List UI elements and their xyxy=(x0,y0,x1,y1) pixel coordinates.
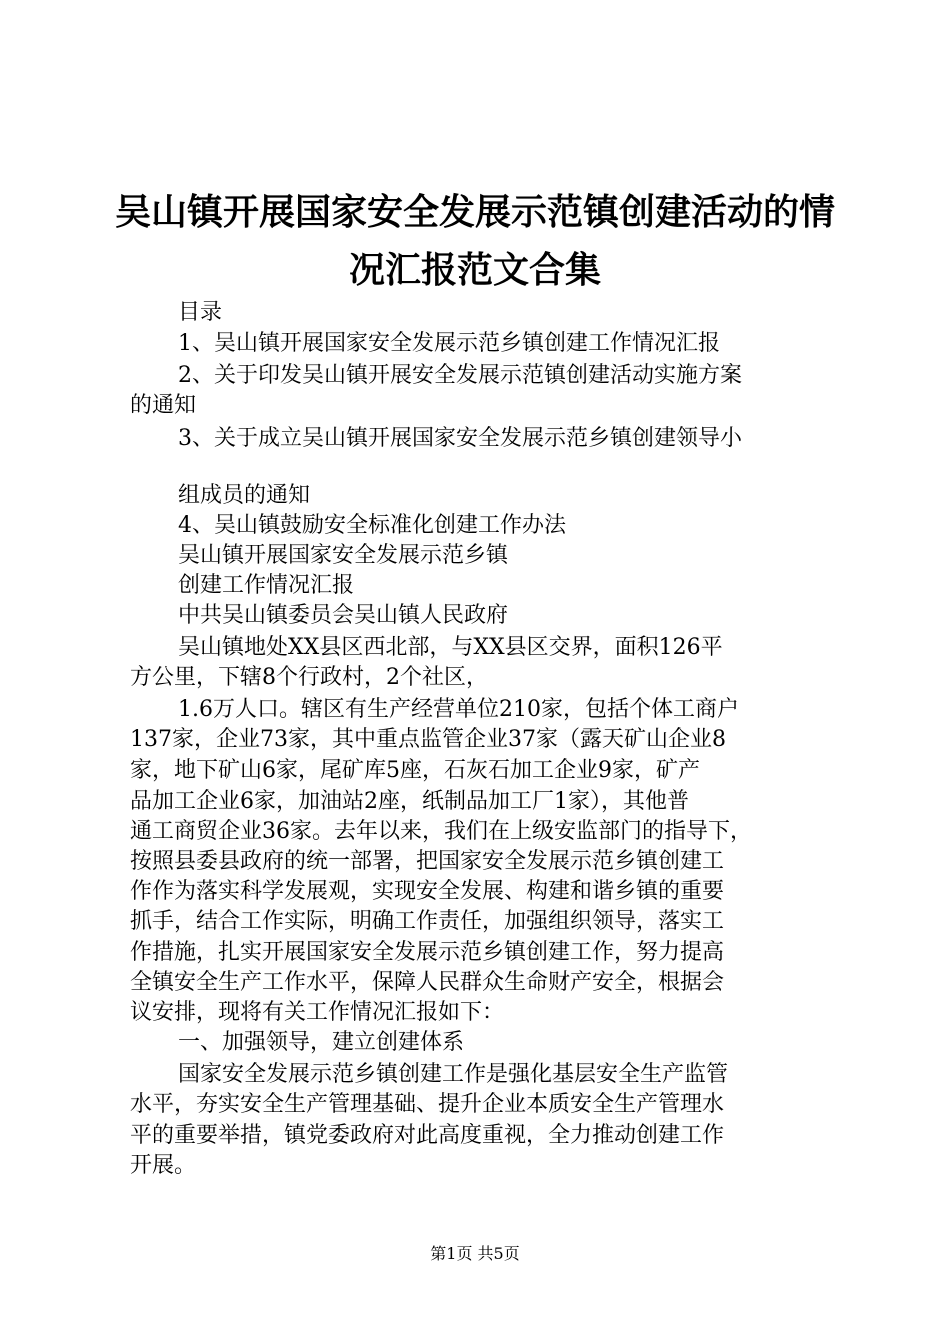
toc-item-2-cont: 的通知 xyxy=(130,393,197,418)
body-line: 开展。 xyxy=(130,1153,197,1178)
body-line: 1.6万人口。辖区有生产经营单位210家，包括个体工商户 xyxy=(178,697,739,722)
toc-item-2: 2、关于印发吴山镇开展安全发展示范镇创建活动实施方案 xyxy=(178,363,742,388)
body-line: 水平，夯实安全生产管理基础、提升企业本质安全生产管理水 xyxy=(130,1092,725,1117)
report-title-line-2: 创建工作情况汇报 xyxy=(178,573,355,598)
document-title-line-1: 吴山镇开展国家安全发展示范镇创建活动的情 xyxy=(114,191,835,233)
body-line: 吴山镇地处XX县区西北部，与XX县区交界，面积126平 xyxy=(178,635,723,660)
body-line: 137家，企业73家，其中重点监管企业37家（露天矿山企业8 xyxy=(130,727,726,752)
document-title-line-2: 况汇报范文合集 xyxy=(348,249,601,291)
body-line: 家，地下矿山6家，尾矿库5座，石灰石加工企业9家，矿产 xyxy=(130,758,700,783)
body-line: 作作为落实科学发展观，实现安全发展、构建和谐乡镇的重要 xyxy=(130,879,725,904)
body-line: 作措施，扎实开展国家安全发展示范乡镇创建工作，努力提高 xyxy=(130,940,725,965)
body-line: 方公里，下辖8个行政村，2个社区， xyxy=(130,665,488,690)
body-line: 按照县委县政府的统一部署，把国家安全发展示范乡镇创建工 xyxy=(130,849,725,874)
report-author: 中共吴山镇委员会吴山镇人民政府 xyxy=(178,603,509,628)
toc-item-4: 4、吴山镇鼓励安全标准化创建工作办法 xyxy=(178,513,566,538)
toc-heading: 目录 xyxy=(178,300,223,325)
body-line: 抓手，结合工作实际，明确工作责任，加强组织领导，落实工 xyxy=(130,909,725,934)
toc-item-1: 1、吴山镇开展国家安全发展示范乡镇创建工作情况汇报 xyxy=(178,331,720,356)
toc-item-3: 3、关于成立吴山镇开展国家安全发展示范乡镇创建领导小 xyxy=(178,426,742,451)
report-title-line-1: 吴山镇开展国家安全发展示范乡镇 xyxy=(178,543,509,568)
toc-item-3-cont: 组成员的通知 xyxy=(178,483,311,508)
body-line: 全镇安全生产工作水平，保障人民群众生命财产安全，根据会 xyxy=(130,970,725,995)
body-line: 品加工企业6家，加油站2座，纸制品加工厂1家），其他普 xyxy=(130,789,689,814)
body-line: 平的重要举措，镇党委政府对此高度重视，全力推动创建工作 xyxy=(130,1123,725,1148)
body-line: 国家安全发展示范乡镇创建工作是强化基层安全生产监管 xyxy=(178,1062,729,1087)
body-line: 通工商贸企业36家。去年以来，我们在上级安监部门的指导下， xyxy=(130,819,752,844)
page-number-footer: 第1页 共5页 xyxy=(430,1244,520,1263)
body-line: 议安排，现将有关工作情况汇报如下： xyxy=(130,1000,505,1025)
section-heading-1: 一、加强领导，建立创建体系 xyxy=(178,1030,465,1055)
